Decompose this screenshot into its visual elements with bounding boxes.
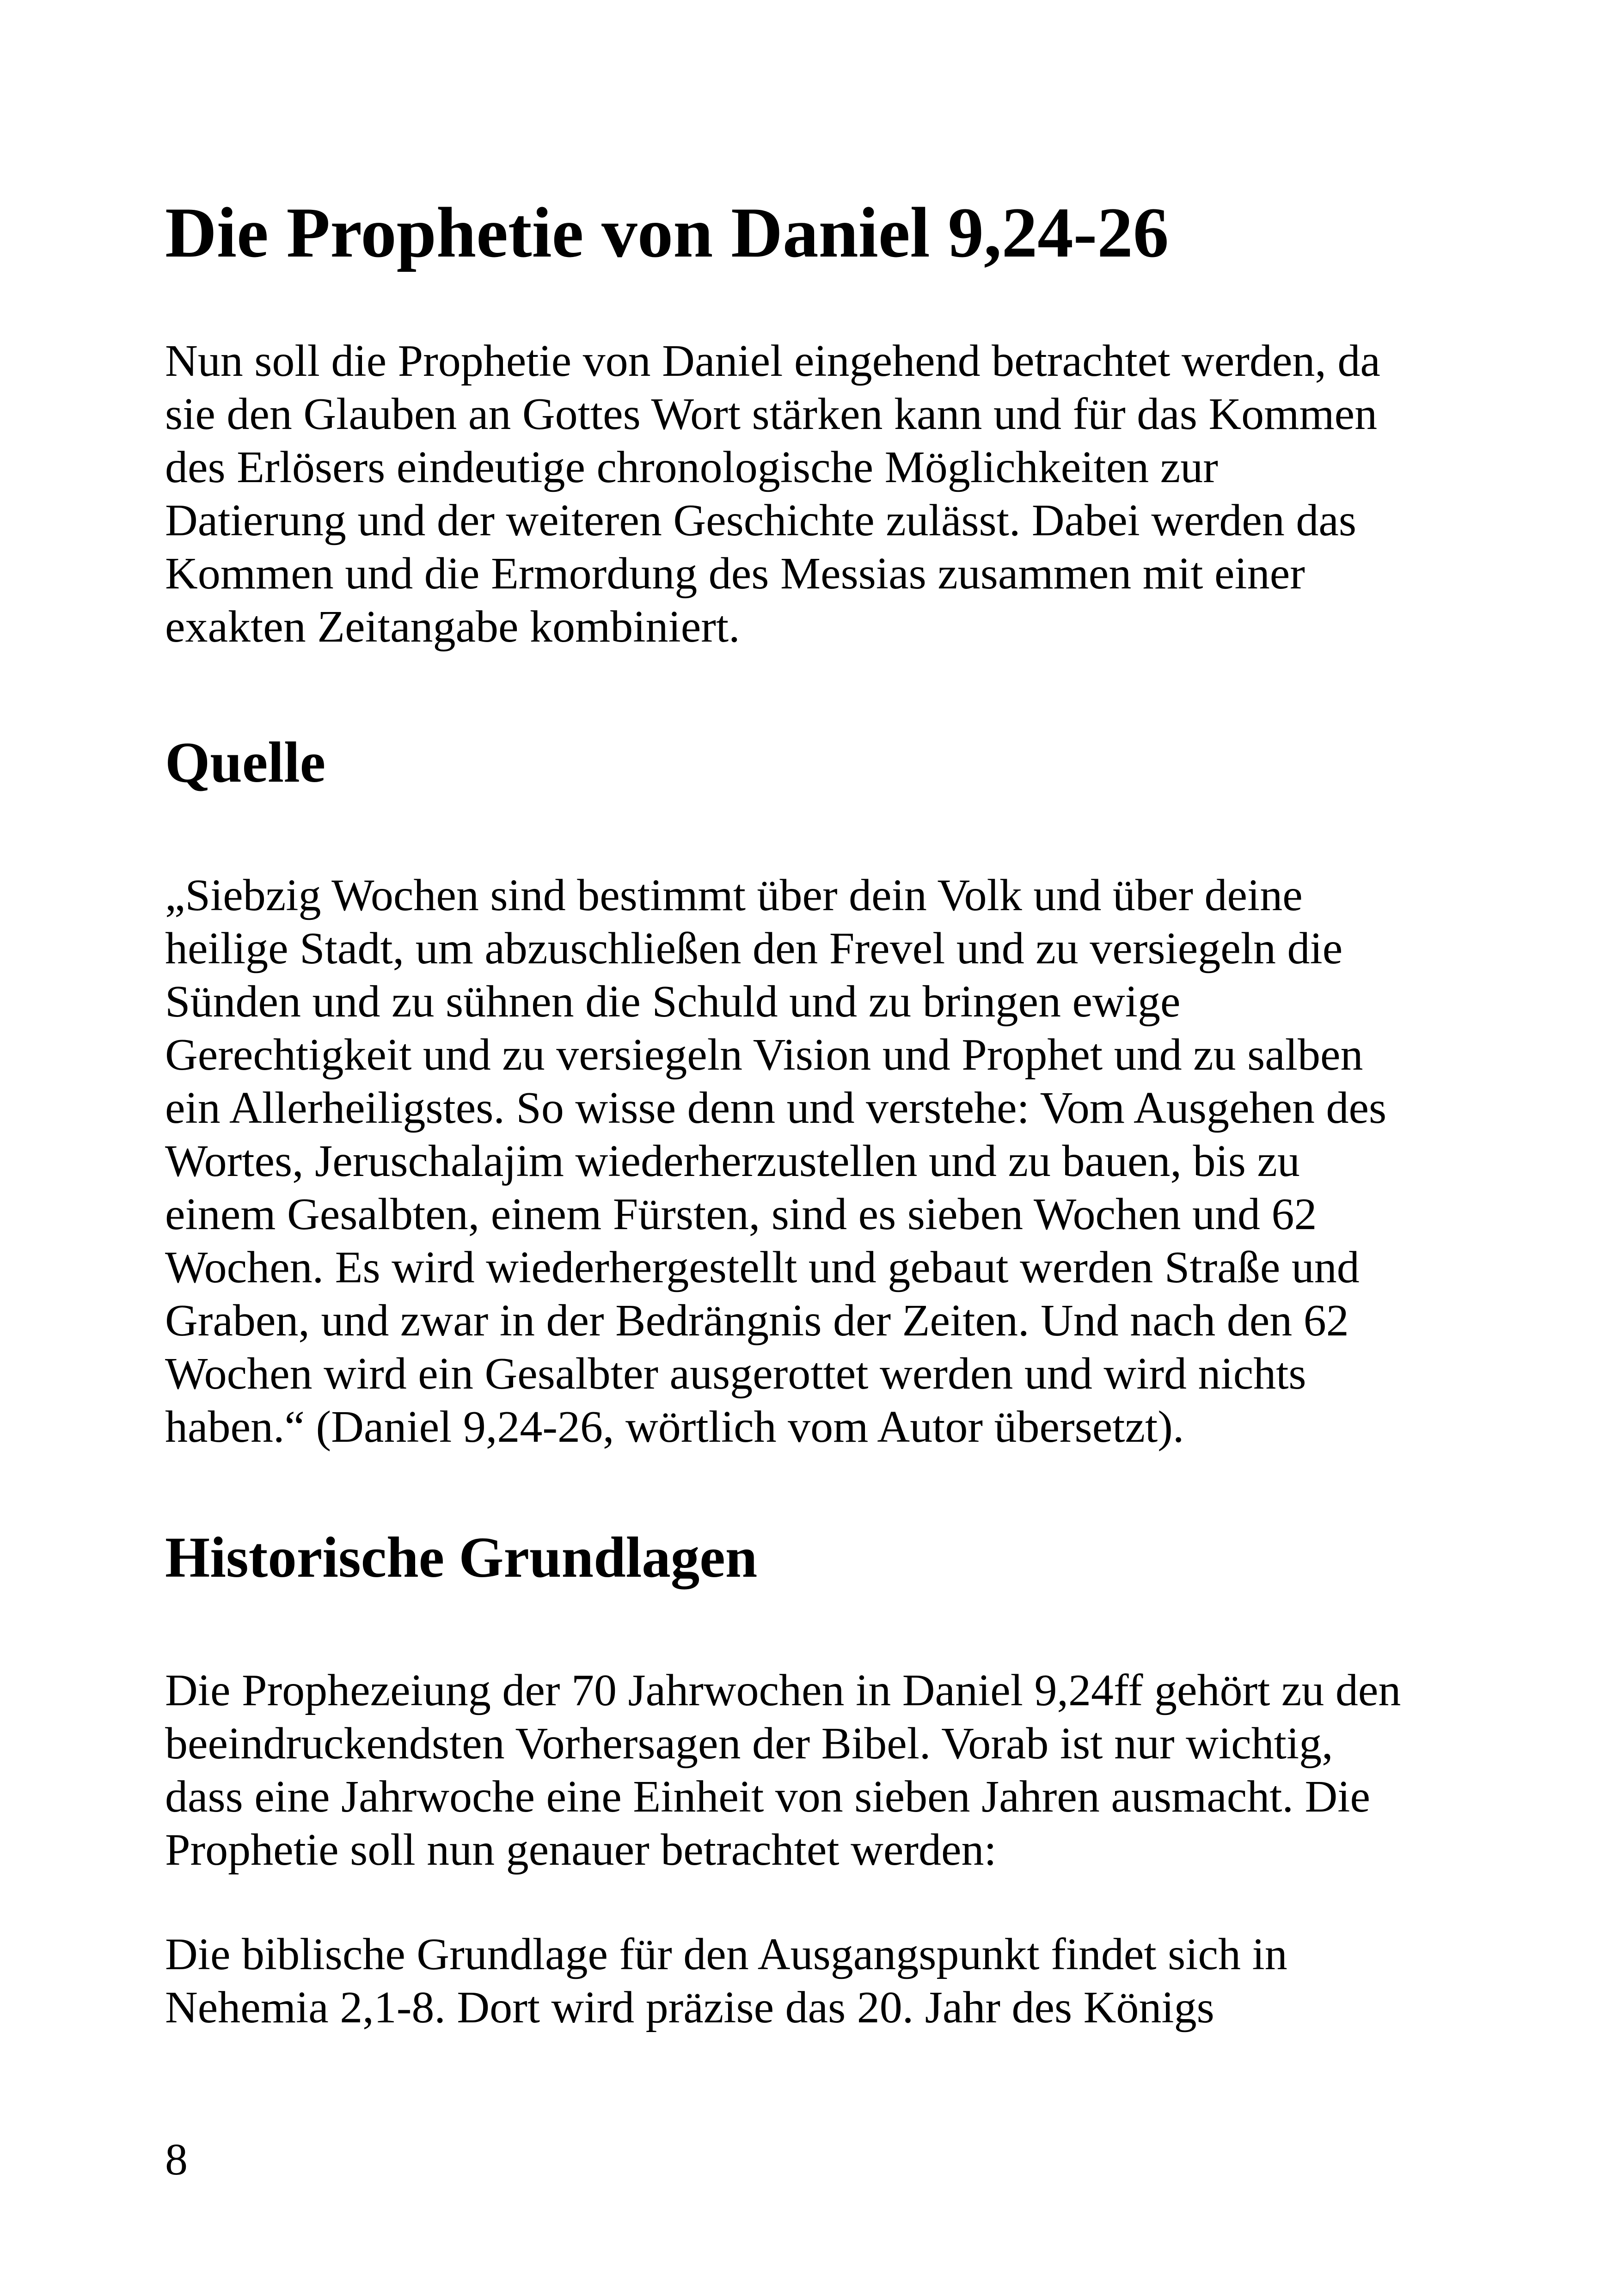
text-line: sie den Glauben an Gottes Wort stärken kann und für das Kommen [165, 389, 1378, 439]
text-line: haben.“ (Daniel 9,24-26, wörtlich vom Autor übersetzt). [165, 1402, 1184, 1452]
section-heading-historische-grundlagen: Historische Grundlagen [165, 1526, 758, 1590]
intro-paragraph [165, 335, 1380, 654]
text-line: Graben, und zwar in der Bedrängnis der Zeiten. Und nach den 62 [165, 1296, 1349, 1346]
text-line: Nehemia 2,1-8. Dort wird präzise das 20. Jahr des Königs [165, 1983, 1214, 2033]
page-title: Die Prophetie von Daniel 9,24-26 [165, 193, 1169, 272]
text-line: „Siebzig Wochen sind bestimmt über dein Volk und über deine [165, 870, 1303, 920]
text-line: Wochen. Es wird wiederhergestellt und gebaut werden Straße und [165, 1243, 1360, 1292]
section-heading-quelle: Quelle [165, 731, 326, 795]
text-line: Nun soll die Prophetie von Daniel eingehend betrachtet werden, da [165, 336, 1380, 386]
text-line: Wortes, Jeruschalajim wiederherzustellen und zu bauen, bis zu [165, 1136, 1300, 1186]
text-line: Sünden und zu sühnen die Schuld und zu bringen ewige [165, 977, 1181, 1027]
text-line: heilige Stadt, um abzuschließen den Frevel und zu versiegeln die [165, 924, 1343, 974]
quote-paragraph [165, 869, 1386, 1454]
text-line: exakten Zeitangabe kombiniert. [165, 602, 740, 652]
text-line: Gerechtigkeit und zu versiegeln Vision und Prophet und zu salben [165, 1030, 1363, 1080]
page-number: 8 [165, 2135, 188, 2185]
text-line: beeindruckendsten Vorhersagen der Bibel. Vorab ist nur wichtig, [165, 1719, 1333, 1769]
text-line: Die Prophezeiung der 70 Jahrwochen in Daniel 9,24ff gehört zu den [165, 1665, 1401, 1715]
text-line: Kommen und die Ermordung des Messias zusammen mit einer [165, 549, 1305, 599]
text-line: des Erlösers eindeutige chronologische Möglichkeiten zur [165, 442, 1218, 492]
text-line: Wochen wird ein Gesalbter ausgerottet werden und wird nichts [165, 1349, 1306, 1399]
text-line: einem Gesalbten, einem Fürsten, sind es sieben Wochen und 62 [165, 1189, 1317, 1239]
historical-paragraph-1 [165, 1664, 1401, 1877]
text-line: ein Allerheiligstes. So wisse denn und verstehe: Vom Ausgehen des [165, 1083, 1387, 1133]
text-line: Prophetie soll nun genauer betrachtet werden: [165, 1825, 997, 1875]
text-line: Datierung und der weiteren Geschichte zulässt. Dabei werden das [165, 496, 1356, 545]
text-line: Die biblische Grundlage für den Ausgangspunkt findet sich in [165, 1929, 1287, 1979]
historical-paragraph-2 [165, 1928, 1287, 2034]
text-line: dass eine Jahrwoche eine Einheit von sieben Jahren ausmacht. Die [165, 1772, 1371, 1822]
